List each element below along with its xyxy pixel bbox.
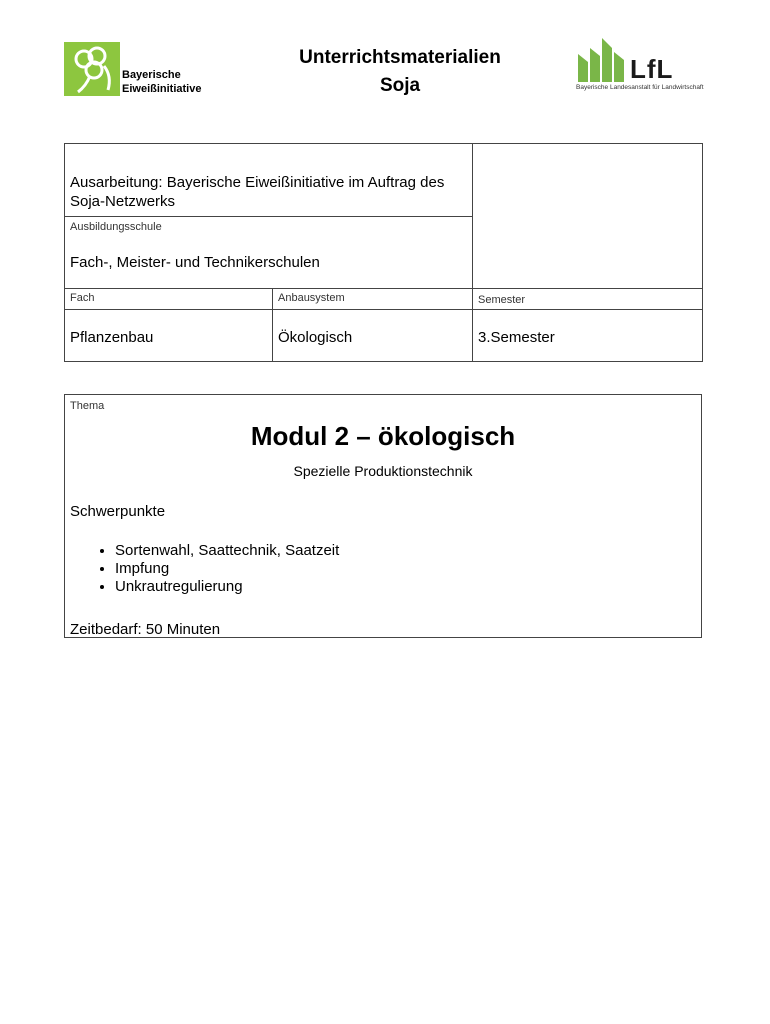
bayerische-eiweissinitiative-logo xyxy=(64,42,224,100)
lfl-logo-text: LfL xyxy=(630,54,674,84)
semester-label: Semester xyxy=(478,294,526,306)
anbau-value: Ökologisch xyxy=(278,329,353,346)
lfl-logo-subtitle: Bayerische Landesanstalt für Landwirtschaft xyxy=(576,84,704,91)
title-line1: Unterrichtsmaterialien xyxy=(299,47,501,68)
anbau-label-cell xyxy=(273,289,473,310)
list-item: • Impfung xyxy=(115,560,339,578)
lfl-plant-icon xyxy=(576,34,628,84)
fach-value-cell xyxy=(65,310,273,362)
list-item: • Unkrautregulierung xyxy=(115,578,339,596)
modul-title: Modul 2 – ökologisch xyxy=(250,421,516,451)
zeitbedarf: Zeitbedarf: 50 Minuten xyxy=(70,621,221,638)
left-logo-line1: Bayerische xyxy=(122,69,181,81)
thema-label: Thema xyxy=(70,400,105,412)
left-logo-line2: Eiweißinitiative xyxy=(122,83,202,95)
semester-label-cell xyxy=(473,289,703,310)
ausarbeitung-text: Ausarbeitung: Bayerische Eiweißinitiative im Auftrag des Soja-Netzwerks xyxy=(70,174,445,210)
semester-value: 3.Semester xyxy=(478,329,555,346)
empty-cell xyxy=(473,144,703,289)
info-table xyxy=(64,143,703,362)
fach-label: Fach xyxy=(70,292,95,304)
title-line2: Soja xyxy=(379,75,421,96)
modul-subtitle: Spezielle Produktionstechnik xyxy=(293,463,473,479)
lfl-logo xyxy=(576,34,716,96)
ausarbeitung-cell xyxy=(65,144,473,217)
document-header xyxy=(0,0,770,120)
semester-value-cell xyxy=(473,310,703,362)
ausbildungsschule-value: Fach-, Meister- und Technikerschulen xyxy=(70,254,320,271)
fach-label-cell xyxy=(65,289,273,310)
ausbildungsschule-cell xyxy=(65,217,473,289)
list-item: • Sortenwahl, Saattechnik, Saatzeit xyxy=(115,542,339,560)
schwerpunkte-label: Schwerpunkte xyxy=(70,503,166,520)
fach-value: Pflanzenbau xyxy=(70,329,154,346)
thema-box xyxy=(64,394,702,638)
anbau-label: Anbausystem xyxy=(278,292,345,304)
schwerpunkte-list xyxy=(91,542,339,596)
page-title xyxy=(250,44,550,100)
clover-icon xyxy=(64,42,120,96)
anbau-value-cell xyxy=(273,310,473,362)
ausbildungsschule-label: Ausbildungsschule xyxy=(70,221,162,233)
